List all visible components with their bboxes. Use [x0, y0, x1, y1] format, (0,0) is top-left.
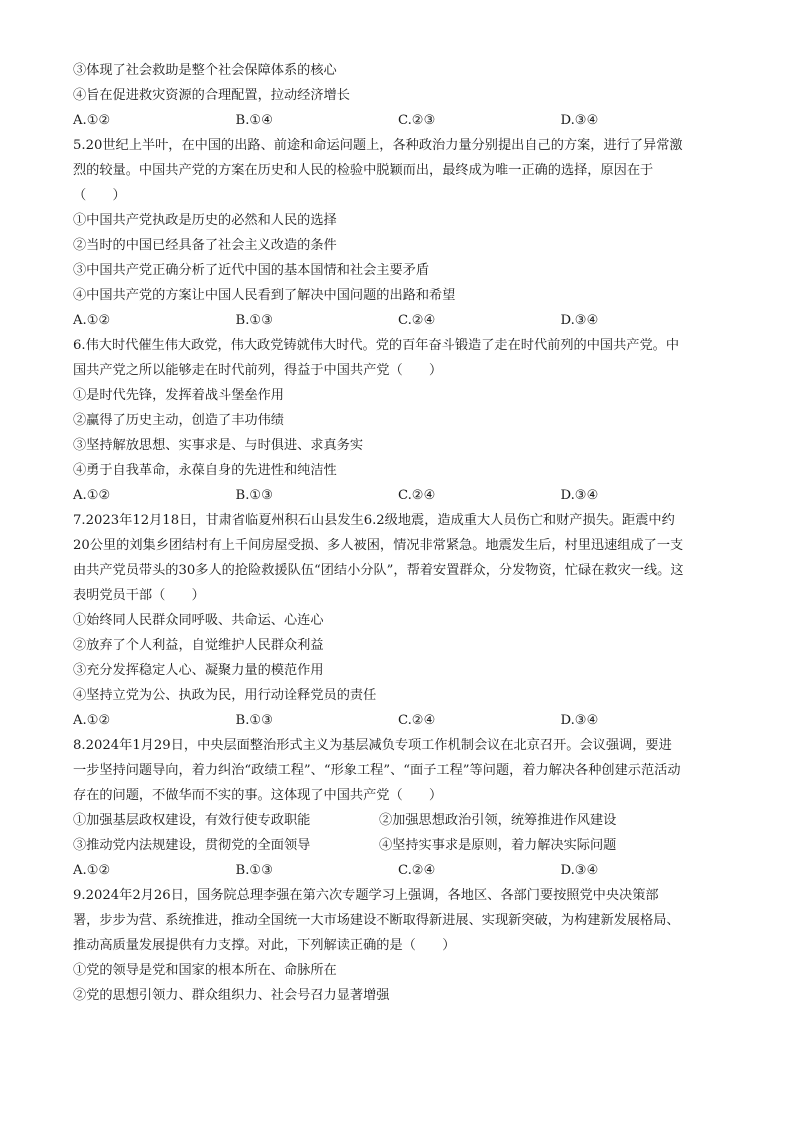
- text-line: 5.20世纪上半叶，在中国的出路、前途和命运问题上，各种政治力量分别提出自己的方案，进行了异常激: [73, 138, 683, 153]
- answer-option: A.①②: [73, 313, 111, 328]
- statement-pair: [73, 833, 723, 858]
- answer-option: D.③④: [560, 113, 599, 128]
- answer-options: [73, 308, 723, 333]
- answer-option: C.②④: [398, 313, 436, 328]
- answer-option: B.①③: [235, 713, 274, 728]
- answer-option: B.①④: [235, 113, 274, 128]
- exam-page: [73, 58, 723, 1008]
- statement-pair: [73, 808, 723, 833]
- answer-option: B.①③: [235, 863, 274, 878]
- answer-option: A.①②: [73, 488, 111, 503]
- text-line: ④中国共产党的方案让中国人民看到了解决中国问题的出路和希望: [73, 288, 456, 303]
- text-line: ④坚持立党为公、执政为民，用行动诠释党员的责任: [73, 688, 377, 703]
- text-line: ①中国共产党执政是历史的必然和人民的选择: [73, 213, 337, 228]
- text-line: ①是时代先锋，发挥着战斗堡垒作用: [73, 388, 284, 403]
- text-line: ②党的思想引领力、群众组织力、社会号召力显著增强: [73, 988, 390, 1003]
- text-line: 烈的较量。中国共产党的方案在历史和人民的检验中脱颖而出，最终成为唯一正确的选择，原因在于: [73, 163, 654, 178]
- text-line: 6.伟大时代催生伟大政党，伟大政党铸就伟大时代。党的百年奋斗锻造了走在时代前列的中国共产党。中: [73, 338, 680, 353]
- answer-option: A.①②: [73, 713, 111, 728]
- text-line: ②放弃了个人利益，自觉维护人民群众利益: [73, 638, 324, 653]
- text-line: ③中国共产党正确分析了近代中国的基本国情和社会主要矛盾: [73, 263, 430, 278]
- text-line: 9.2024年2月26日，国务院总理李强在第六次专题学习上强调，各地区、各部门要按照党中央决策部: [73, 888, 659, 903]
- statement: ③推动党内法规建设，贯彻党的全面领导: [73, 838, 311, 853]
- answer-option: C.②③: [398, 113, 436, 128]
- text-line: ④旨在促进救灾资源的合理配置，拉动经济增长: [73, 88, 350, 103]
- text-line: ①始终同人民群众同呼吸、共命运、心连心: [73, 613, 324, 628]
- text-line: 存在的问题，不做华而不实的事。这体现了中国共产党（ ）: [73, 788, 443, 803]
- answer-options: [73, 858, 723, 883]
- text-line: 8.2024年1月29日，中央层面整治形式主义为基层减负专项工作机制会议在北京召开。会议强调，要进: [73, 738, 672, 753]
- text-line: 7.2023年12月18日，甘肃省临夏州积石山县发生6.2级地震，造成重大人员伤亡和财产损失。距震中约: [73, 513, 675, 528]
- text-line: ②赢得了历史主动，创造了丰功伟绩: [73, 413, 284, 428]
- answer-option: A.①②: [73, 113, 111, 128]
- answer-option: D.③④: [560, 713, 599, 728]
- answer-option: C.②④: [398, 713, 436, 728]
- text-line: ③坚持解放思想、实事求是、与时俱进、求真务实: [73, 438, 364, 453]
- text-line: 表明党员干部（ ）: [73, 588, 205, 603]
- text-line: 20公里的刘集乡团结村有上千间房屋受损、多人被困，情况非常紧急。地震发生后，村里迅速组成了一支: [73, 538, 684, 553]
- answer-option: C.②④: [398, 488, 436, 503]
- answer-option: B.①③: [235, 313, 274, 328]
- answer-options: [73, 108, 723, 133]
- statement: ①加强基层政权建设，有效行使专政职能: [73, 813, 311, 828]
- answer-option: D.③④: [560, 313, 599, 328]
- text-line: 国共产党之所以能够走在时代前列，得益于中国共产党（ ）: [73, 363, 443, 378]
- answer-option: D.③④: [560, 488, 599, 503]
- answer-option: D.③④: [560, 863, 599, 878]
- statement: ②加强思想政治引领，统筹推进作风建设: [379, 813, 617, 828]
- text-line: 由共产党员带头的30多人的抢险救援队伍“团结小分队”，帮着安置群众，分发物资，忙碌在救灾一线。这: [73, 563, 684, 578]
- text-line: ④勇于自我革命，永葆自身的先进性和纯洁性: [73, 463, 337, 478]
- answer-option: A.①②: [73, 863, 111, 878]
- text-line: ③充分发挥稳定人心、凝聚力量的模范作用: [73, 663, 324, 678]
- text-line: 一步坚持问题导向，着力纠治“政绩工程”、“形象工程”、“面子工程”等问题，着力解决各种创建示范活动: [73, 763, 681, 778]
- text-line: （ ）: [73, 188, 126, 203]
- text-line: ②当时的中国已经具备了社会主义改造的条件: [73, 238, 337, 253]
- answer-options: [73, 483, 723, 508]
- statement: ④坚持实事求是原则，着力解决实际问题: [379, 838, 617, 853]
- text-line: ①党的领导是党和国家的根本所在、命脉所在: [73, 963, 337, 978]
- text-line: ③体现了社会救助是整个社会保障体系的核心: [73, 63, 337, 78]
- text-line: 推动高质量发展提供有力支撑。对此，下列解读正确的是（ ）: [73, 938, 456, 953]
- answer-option: C.②④: [398, 863, 436, 878]
- answer-options: [73, 708, 723, 733]
- text-line: 署，步步为营、系统推进，推动全国统一大市场建设不断取得新进展、实现新突破，为构建新发展格局、: [73, 913, 680, 928]
- answer-option: B.①③: [235, 488, 274, 503]
